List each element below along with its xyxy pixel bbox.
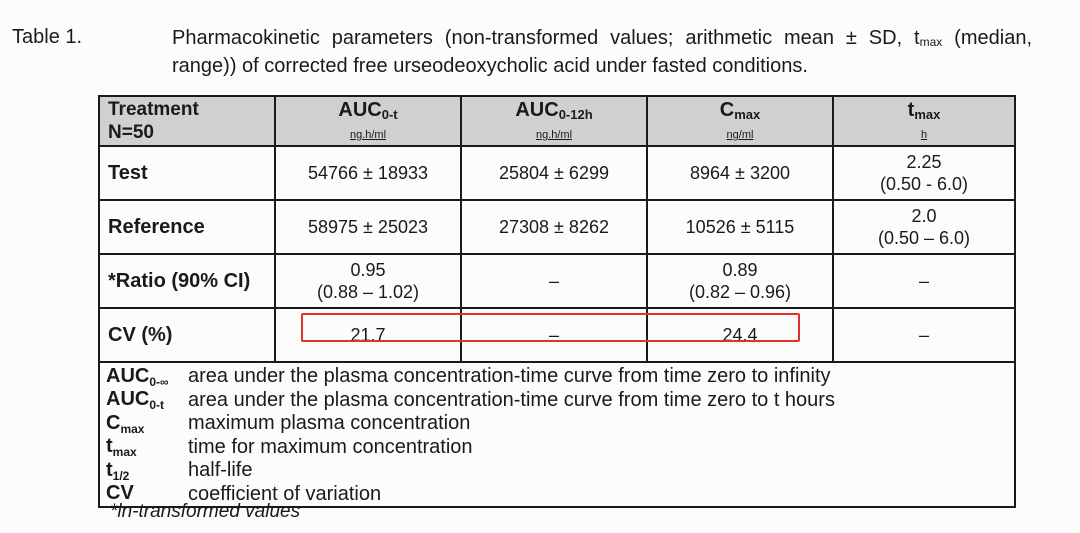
cell-line1: 0.95 xyxy=(350,260,386,280)
cell-line1: – xyxy=(548,325,559,345)
table-cell xyxy=(461,200,647,254)
cell-line2: (0.82 – 0.96) xyxy=(688,282,792,302)
header-treatment-line2: N=50 xyxy=(108,122,154,143)
legend-term: CV xyxy=(106,482,134,505)
header-treatment-line1: Treatment xyxy=(108,99,199,120)
table-row-cv xyxy=(99,308,1015,362)
cell-line1: – xyxy=(548,271,559,291)
header-unit: ng/ml xyxy=(726,129,754,141)
legend-item xyxy=(106,412,1014,436)
legend-definition: maximum plasma concentration xyxy=(188,412,471,435)
row-label: *Ratio (90% CI) xyxy=(99,254,275,308)
header-unit: h xyxy=(920,129,928,141)
legend-sub: max xyxy=(120,421,145,436)
legend-term: AUC xyxy=(106,388,150,411)
table-legend-row xyxy=(99,362,1015,507)
table-cell xyxy=(647,308,833,362)
table-cell xyxy=(275,200,461,254)
legend-term: t xyxy=(106,435,113,458)
header-symbol: AUC xyxy=(515,99,559,121)
table-cell xyxy=(461,308,647,362)
caption-sub: max xyxy=(919,35,943,49)
cell-line1: – xyxy=(918,271,929,291)
legend-item xyxy=(106,389,1014,413)
pharmacokinetic-table xyxy=(98,95,1016,508)
cell-line2: (0.50 - 6.0) xyxy=(879,174,969,194)
cell-line1: 21.7 xyxy=(350,325,386,345)
header-symbol: AUC xyxy=(338,99,382,121)
cell-line1: 8964 ± 3200 xyxy=(690,163,790,183)
legend-sub: 0-t xyxy=(149,398,165,413)
legend-sub: 0-∞ xyxy=(149,374,169,389)
table-cell xyxy=(275,146,461,200)
caption-part2: (median, range)) of corrected free urseodeoxycholic acid under fasted conditions. xyxy=(172,27,1032,77)
header-auc-0-12h xyxy=(461,96,647,146)
legend-sub: 1/2 xyxy=(112,468,130,483)
cell-line1: – xyxy=(918,325,929,345)
table-cell xyxy=(647,200,833,254)
legend-term: C xyxy=(106,411,121,434)
table-cell xyxy=(833,146,1015,200)
cell-line1: 58975 ± 25023 xyxy=(308,217,428,237)
cell-line2: (0.50 – 6.0) xyxy=(877,228,971,248)
legend-definition: coefficient of variation xyxy=(188,482,382,505)
table-cell xyxy=(833,200,1015,254)
header-treatment xyxy=(99,96,275,146)
legend-item xyxy=(106,436,1014,460)
cell-line1: 0.89 xyxy=(722,260,758,280)
legend-definition: time for maximum concentration xyxy=(188,435,473,458)
cell-line1: 25804 ± 6299 xyxy=(499,163,609,183)
row-label: Reference xyxy=(99,200,275,254)
table-cell xyxy=(275,254,461,308)
cell-line1: 2.25 xyxy=(906,152,942,172)
header-symbol: C xyxy=(719,99,735,121)
header-symbol: t xyxy=(907,99,915,121)
cell-line1: 24.4 xyxy=(722,325,758,345)
table-row-ratio xyxy=(99,254,1015,308)
table-cell xyxy=(461,146,647,200)
table-header-row xyxy=(99,96,1015,146)
header-subscript: max xyxy=(914,107,941,122)
legend-item xyxy=(106,459,1014,483)
cell-line2: (0.88 – 1.02) xyxy=(316,282,420,302)
table-cell xyxy=(461,254,647,308)
table-row-test xyxy=(99,146,1015,200)
header-unit: ng.h/ml xyxy=(349,129,387,141)
table-cell xyxy=(647,146,833,200)
cell-line1: 2.0 xyxy=(911,206,937,226)
cell-line1: 54766 ± 18933 xyxy=(308,163,428,183)
legend-term: t xyxy=(106,458,113,481)
legend-term: AUC xyxy=(106,364,150,387)
caption-part1: Pharmacokinetic parameters (non-transformed values; arithmetic mean ± SD, t xyxy=(172,27,920,49)
table-cell xyxy=(647,254,833,308)
cell-line1: 27308 ± 8262 xyxy=(499,217,609,237)
header-subscript: 0-12h xyxy=(558,107,593,122)
legend-item xyxy=(106,365,1014,389)
table-cell xyxy=(833,308,1015,362)
table-caption-label: Table 1. xyxy=(12,26,83,48)
table-cell xyxy=(275,308,461,362)
header-cmax xyxy=(647,96,833,146)
header-subscript: 0-t xyxy=(381,107,398,122)
table-caption-text xyxy=(172,26,1032,78)
row-label: Test xyxy=(99,146,275,200)
cell-line1: 10526 ± 5115 xyxy=(685,217,795,237)
legend-definition: half-life xyxy=(188,459,253,482)
legend-definition: area under the plasma concentration-time curve from time zero to t hours xyxy=(188,388,835,411)
header-unit: ng.h/ml xyxy=(535,129,573,141)
row-label: CV (%) xyxy=(99,308,275,362)
legend-definition: area under the plasma concentration-time curve from time zero to infinity xyxy=(188,365,831,388)
header-subscript: max xyxy=(734,107,761,122)
header-auc-0-t xyxy=(275,96,461,146)
table-row-reference xyxy=(99,200,1015,254)
legend-sub: max xyxy=(112,445,137,460)
table-footnote: *ln-transformed values xyxy=(110,501,301,522)
table-cell xyxy=(833,254,1015,308)
abbreviation-legend xyxy=(99,362,1015,507)
header-tmax xyxy=(833,96,1015,146)
